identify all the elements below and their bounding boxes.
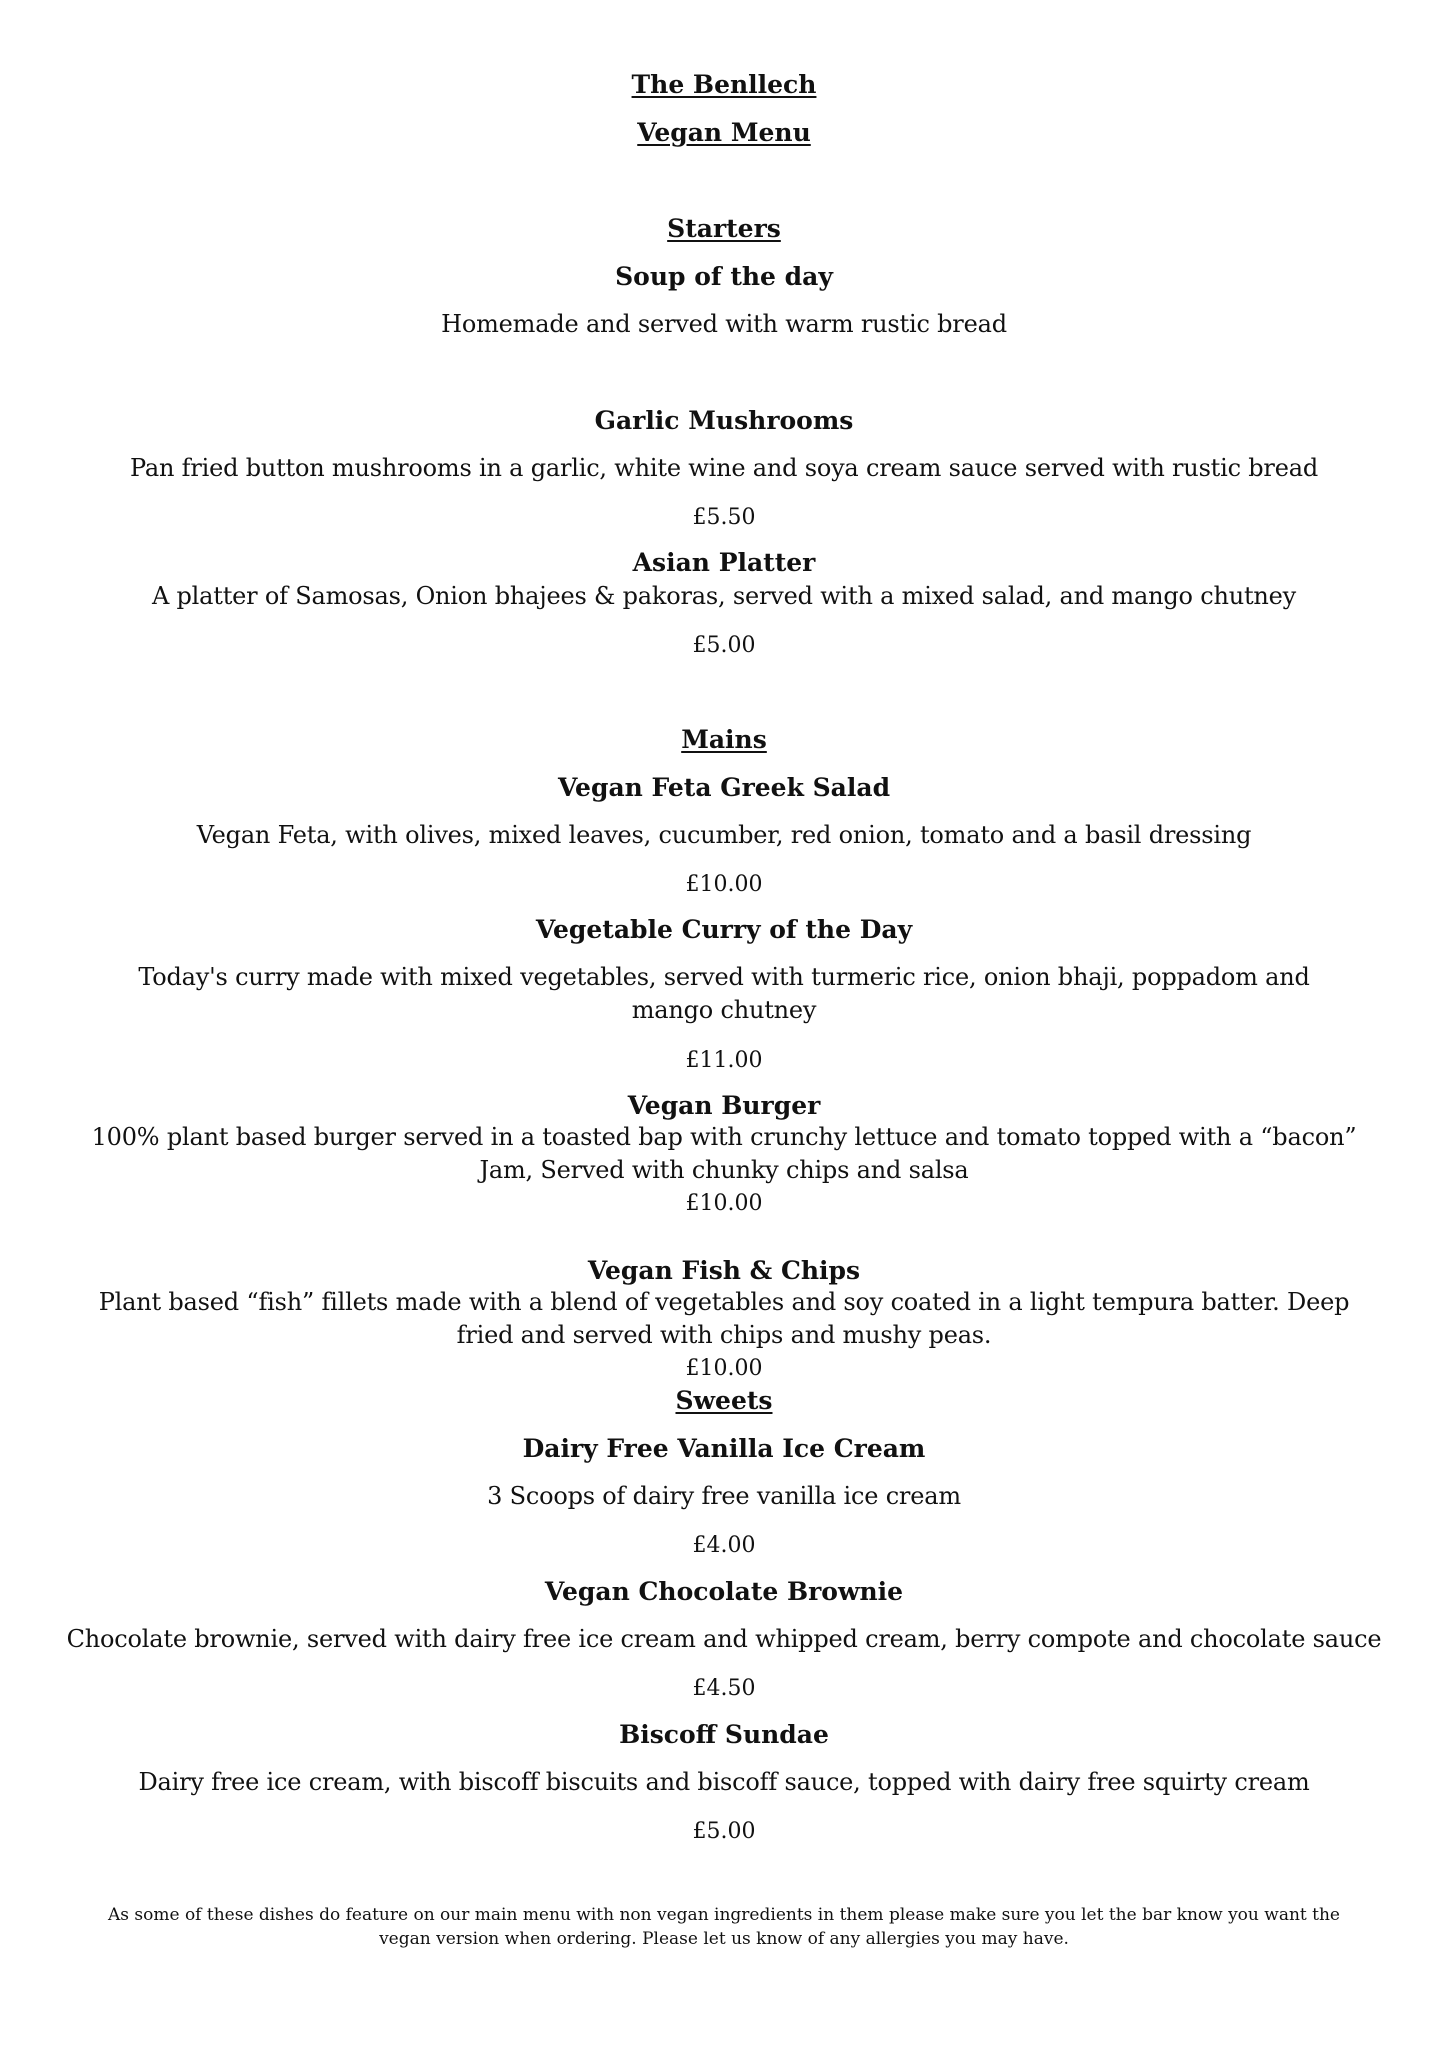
dish-price: £10.00 [685,1356,763,1381]
dish-name: Vegan Chocolate Brownie [544,1577,904,1606]
dish-name: Soup of the day [615,262,833,291]
dish-description: Vegan Feta, with olives, mixed leaves, cucumber, red onion, tomato and a basil dressing [196,821,1252,849]
allergy-note: As some of these dishes do feature on our main menu with non vegan ingredients in them please make sure you let the bar know you want the vegan version when ordering. Please let us know of any allergies you may have. [108,1905,1340,1949]
dish-name: Vegetable Curry of the Day [535,915,913,944]
dish-name: Vegan Fish & Chips [587,1256,861,1285]
dish-description: Plant based “fish” fillets made with a blend of vegetables and soy coated in a light tempura batter. Deep fried and served with chips and mushy peas. [98,1288,1350,1349]
dish-description: Today's curry made with mixed vegetables, served with turmeric rice, onion bhaji, poppadom and mango chutney [138,963,1310,1024]
dish-description: Chocolate brownie, served with dairy free ice cream and whipped cream, berry compote and chocolate sauce [66,1625,1382,1653]
dish-description: Dairy free ice cream, with biscoff biscuits and biscoff sauce, topped with dairy free squirty cream [138,1768,1310,1796]
dish-name: Vegan Burger [627,1091,821,1120]
dish-description: Pan fried button mushrooms in a garlic, white wine and soya cream sauce served with rustic bread [130,454,1318,482]
dish-price: £5.50 [692,505,756,530]
dish-name: Asian Platter [632,548,816,577]
dish-price: £4.50 [692,1676,756,1701]
dish-price: £5.00 [692,633,756,658]
dish-name: Biscoff Sundae [619,1720,829,1749]
dish-description: 100% plant based burger served in a toasted bap with crunchy lettuce and tomato topped with a “bacon” Jam, Served with chunky chips and salsa [91,1123,1357,1184]
dish-price: £5.00 [692,1819,756,1844]
dish-name: Dairy Free Vanilla Ice Cream [522,1434,926,1463]
restaurant-name: The Benllech [631,70,817,99]
dish-price: £11.00 [685,1048,763,1073]
dish-price: £10.00 [685,1191,763,1216]
dish-description: A platter of Samosas, Onion bhajees & pakoras, served with a mixed salad, and mango chutney [151,582,1297,610]
dish-price: £10.00 [685,872,763,897]
menu-title: Vegan Menu [637,118,811,147]
section-title-mains: Mains [681,725,767,754]
dish-name: Garlic Mushrooms [594,406,854,435]
dish-description: 3 Scoops of dairy free vanilla ice cream [487,1482,961,1510]
dish-description: Homemade and served with warm rustic bread [441,310,1007,338]
section-title-sweets: Sweets [675,1386,773,1415]
section-title-starters: Starters [667,214,781,243]
dish-price: £4.00 [692,1533,756,1558]
dish-name: Vegan Feta Greek Salad [557,773,891,802]
